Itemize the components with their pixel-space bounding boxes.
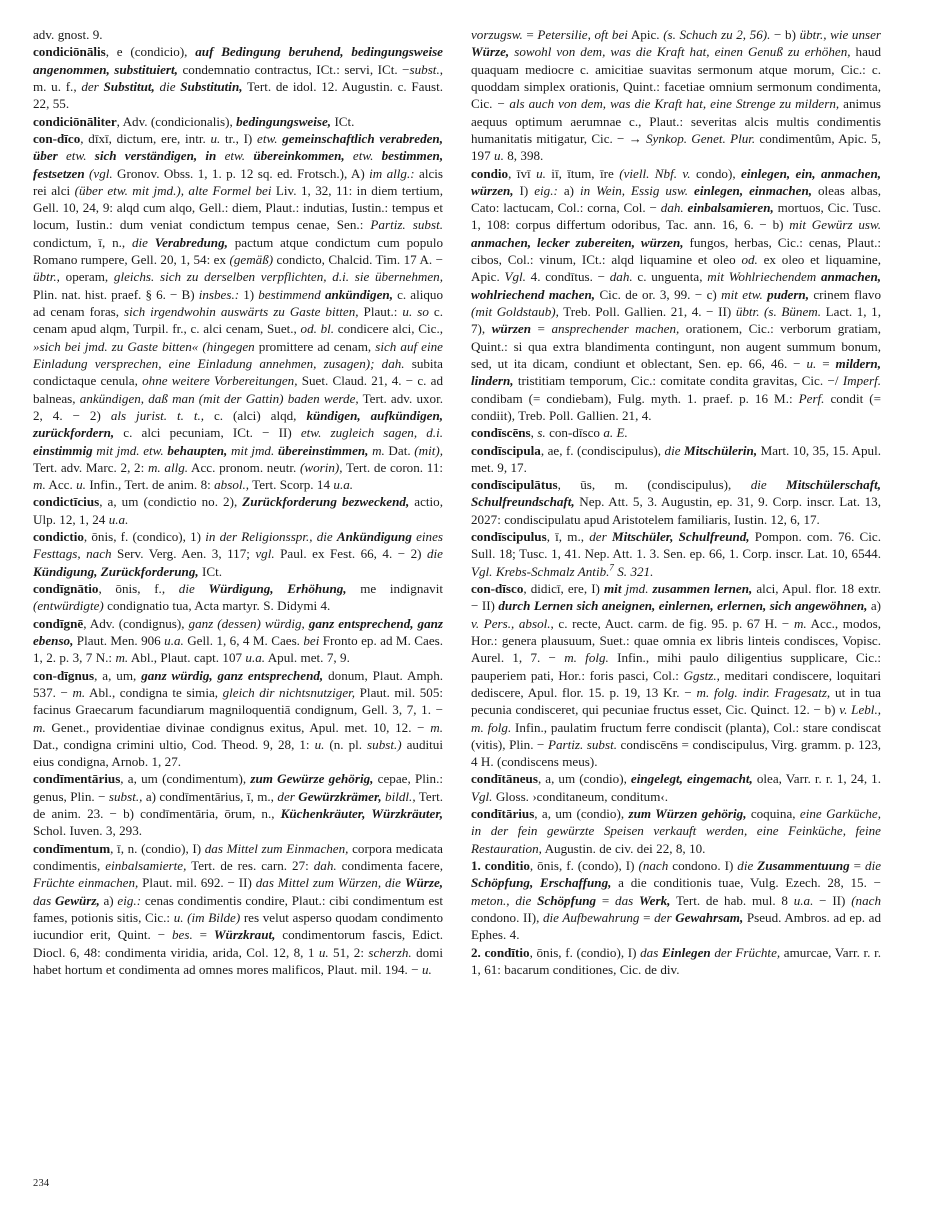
entry-condiscipula: condīscipula, ae, f. (condiscipulus), die Mitschülerin, Mart. 10, 35, 15. Apul. met. 9, 17. <box>471 442 881 475</box>
entry-con-dico: con-dīco, dīxī, dictum, ere, intr. u. tr., I) etw. gemeinschaftlich verabreden, über etw. sich verständigen, in etw. übereinkommen, etw. bestimmen, festsetzen (vgl. Gronov. Obss. 1, 1. p. 12 sq. ed. Frotsch.), A) im allg.: alcis rei alci (über etw. mit jmd.), alte Formel bei Liv. 1, 32, 11: in diem tertium, Gell. 10, 24, 9: alqd cum alqo, Gell.: diem, Plaut.: indutias, Iustin.: tempus et locum, Iustin.: dum veniat condictum tempus cenae, Sen.: Partiz. subst. condictum, ī, n., die Verabredung, pactum atque condictum cum populo Romano rumpere, Gell. 20, 1, 54: ex (gemäß) condicto, Chalcid. Tim. 17 A. − übtr., operam, gleichs. sich zu derselben verpflichten, d.i. sie übernehmen, Plin. nat. hist. praef. § 6. − B) insbes.: 1) bestimmend ankündigen, c. aliquo ad cenam foras, sich irgendwohin auswärts zu Gaste bitten, Plaut.: u. so c. cenam apud alqm, Turpil. fr., c. alci cenam, Suet., od. bl. condicere alci, Cic., »sich bei jmd. zu Gaste bitten« (hingegen promittere ad cenam, sich auf eine Einladung versprechen, eine Einladung annehmen, zusagen); dah. subita condictaque cenula, ohne weitere Vorbereitungen, Suet. Claud. 21, 4. − c. ad balneas, ankündigen, daß man (mit der Gattin) baden werde, Tert. adv. uxor. 2, 4. − 2) als jurist. t. t., c. (alci) alqd, kündigen, aufkündigen, zurückfordern, c. alci pecuniam, ICt. − II) etw. zugleich sagen, d.i. einstimmig mit jmd. etw. behaupten, mit jmd. übereinstimmen, m. Dat. (mit), Tert. adv. Marc. 2, 2: m. allg. Acc. pronom. neutr. (worin), Tert. de coron. 11: m. Acc. u. Infin., Tert. de anim. 8: absol., Tert. Scorp. 14 u.a. <box>33 130 444 493</box>
entry-condimentum: condīmentum, ī, n. (condio), I) das Mittel zum Einmachen, corpora medicata condimentis, einbalsamierte, Tert. de res. carn. 27: dah. condimenta facere, Früchte einmachen, Plaut. mil. 692. − II) das Mittel zum Würzen, die Würze, das Gewürz, a) eig.: cenas condimentis condire, Plaut.: cibi condimentum est fames, potionis sitis, Cic.: u. (im Bilde) res velut asperso quodam condimento iucundior erit, Quint. − bes. = Würzkraut, condimentorum fascis, Edict. Diocl. 6, 48: condimenta viridia, arida, Col. 12, 8, 1 u. 51, 2: scherzh. domi habet hortum et condimenta ad omnes mores malificos, Plaut. mil. 194. − u. <box>33 840 444 977</box>
entry-condio: condio, īvī u. iī, ītum, īre (viell. Nbf. v. condo), einlegen, ein, anmachen, würzen, I) eig.: a) in Wein, Essig usw. einlegen, einmachen, oleas albas, Cato: lactucam, Col.: corna, Col. − dah. einbalsamieren, mortuos, Cic. Tusc. 1, 108: corpus differtum odoribus, Tac. ann. 16, 6. − b) mit Gewürz usw. anmachen, lecker zubereiten, würzen, fungos, herbas, Cic.: cenas, Plaut.: cibos, Col.: vinum, ICt.: alqd liquamine et oleo od. ex oleo et liquamine, Apic. Vgl. 4. condītus. − dah. c. unguenta, mit Wohlriechendem anmachen, wohlriechend machen, Cic. de or. 3, 99. − c) mit etw. pudern, crinem flavo (mit Goldstaub), Treb. Poll. Gallien. 21, 4. − II) übtr. (s. Bünem. Lact. 1, 1, 7), würzen = ansprechender machen, orationem, Cic.: verborum gratiam, Quint.: si qua extra blandimenta contingunt, non augent summum bonum, sed, ut ita dicam, condiunt et oblectant, Sen. ep. 66, 46. − u. = mildern, lindern, tristitiam temporum, Cic.: comitate condita gravitas, Cic. −/ Imperf. condibam (= condiebam), Fulg. myth. 1. praef. p. 16 M.: Perf. condit (= condiit), Treb. Poll. Gallien. 21, 4. <box>471 165 882 423</box>
entry-condictio: condictio, ōnis, f. (condico), 1) in der Religionsspr., die Ankündigung eines Festtags, nach Serv. Verg. Aen. 3, 117; vgl. Paul. ex Fest. 66, 4. − 2) die Kündigung, Zurückforderung, ICt. <box>33 529 443 579</box>
entry-conditarius: condītārius, a, um (condio), zum Würzen gehörig, coquina, eine Garküche, in der fein gewürzte Speisen verkauft werden, eine Feinküche, feine Restauration, Augustin. de civ. dei 22, 8, 10. <box>471 806 881 856</box>
entry-condimentarius: condīmentārius, a, um (condimentum), zum Gewürze gehörig, cepae, Plin.: genus, Plin. − subst., a) condīmentārius, ī, m., der Gewürzkrämer, bildl., Tert. de anim. 23. − b) condīmentāria, ōrum, n., Küchenkräuter, Würzkräuter, Schol. Iuven. 3, 293. <box>33 771 443 839</box>
entry-conditaneus: condītāneus, a, um (condio), eingelegt, eingemacht, olea, Varr. r. r. 1, 24, 1. Vgl. Gloss. ›conditaneum, conditum‹. <box>471 771 881 804</box>
entry-condigne: condīgnē, Adv. (condignus), ganz (dessen) würdig, ganz entsprechend, ganz ebenso, Plaut. Men. 906 u.a. Gell. 1, 6, 4 M. Caes. bei Fronto ep. ad M. Caes. 1, 2. p. 3, 7 N.: m. Abl., Plaut. capt. 107 u.a. Apul. met. 7, 9. <box>33 615 443 666</box>
entry-condicionalis: condiciōnālis, e (condicio), auf Bedingung beruhend, bedingungsweise angenommen, substituiert, condemnatio contractus, ICt.: servi, ICt. −subst., m. u. f., der Substitut, die Substitutin, Tert. de idol. 12. Augustin. c. Faust. 22, 55. <box>33 44 444 112</box>
entry-continuation-condimentum: vorzugsw. = Petersilie, oft bei Apic. (s. Schuch zu 2, 56). − b) übtr., wie unser Würze, sowohl von dem, was die Kraft hat, einen Genuß zu erhöhen, haud quaquam mediocre c. amicitiae suavitas sermonum atque morum, Cic.: c. quoddam simplex orationis, Quint.: facetiae omnium sermonum condimenta, Cic. − als auch von dem, was die Kraft hat, eine Strenge zu mildern, animus aequus optimum aerumnae c., Plaut.: severitas alcis multis condimentis humanitatis mitigatur, Cic. − → Synkop. Genet. Plur. condimentûm, Apic. 5, 197 u. 8, 398. <box>471 27 882 164</box>
entry-con-dignus: con-dīgnus, a, um, ganz würdig, ganz entsprechend, donum, Plaut. Amph. 537. − m. Abl., condigna te simia, gleich dir nichtsnutziger, Plaut. mil. 505: facinus Graecarum facundiarum magniloquentiā condignum, Gell. 3, 7, 1. − m. Genet., providentiae divinae condignus exitus, Apul. met. 10, 12. − m. Dat., condigna crimini ultio, Cod. Theod. 9, 28, 1: u. (n. pl. subst.) auditui eius condigna, Arnob. 1, 27. <box>33 667 444 770</box>
entry-conditio-1: 1. conditio, ōnis, f. (condo), I) (nach condono. I) die Zusammentuung = die Schöpfung, Erschaffung, a die conditionis tuae, Vulg. Ezech. 28, 15. − meton., die Schöpfung = das Werk, Tert. de hab. mul. 8 u.a. − II) (nach condono. II), die Aufbewahrung = der Gewahrsam, Pseud. Ambros. ad ep. ad Ephes. 4. <box>471 858 882 943</box>
entry-condicionaliter: condiciōnāliter, Adv. (condicionalis), bedingungsweise, ICt. <box>33 113 355 129</box>
entry-condicticius: condictīcius, a, um (condictio no. 2), Zurückforderung bezweckend, actio, Ulp. 12, 1, 24 u.a. <box>33 494 443 527</box>
entry-conditio-2: 2. condītio, ōnis, f. (condio), I) das Einlegen der Früchte, amurcae, Varr. r. r. 1, 61: bacarum conditiones, Cic. de div. <box>471 944 881 977</box>
entry-condiscipulatus: condīscipulātus, ūs, m. (condiscipulus), die Mitschülerschaft, Schulfreundschaft, Nep. Att. 5, 3. Augustin, ep. 31, 9. Corp. inscr. Lat. 13, 2027: condiscipulatu apud Aristotelem familiaris, Iustin. 12, 6, 17. <box>471 477 881 527</box>
two-column-text-body <box>33 26 902 1146</box>
entry-condiscens: condīscēns, s. con-dīsco a. E. <box>471 425 628 441</box>
page-number: 234 <box>33 1178 50 1189</box>
entry-condignatio: condīgnātio, ōnis, f., die Würdigung, Erhöhung, me indignavit (entwürdigte) condignatio tua, Acta martyr. S. Didymi 4. <box>33 581 444 614</box>
right-column <box>471 26 881 1146</box>
left-column <box>33 26 443 1146</box>
entry-con-disco: con-dīsco, didicī, ere, I) mit jmd. zusammen lernen, alci, Apul. flor. 18 extr. − II) durch Lernen sich aneignen, einlernen, erlernen, sich angewöhnen, a) v. Pers., absol., c. recte, Auct. carm. de fig. 95. p. 67 H. − m. Acc., modos, Hor.: genera plausuum, Suet.: quae omnia ex libris linteis condisces, Vopisc. Aurel. 1, 7. − m. folg. Infin., mihi paulo diligentius supplicare, Cic.: pauperiem pati, Hor.: foris pasci, Col.: Ggstz., meditari condiscere, loquitari dediscere, Apul. flor. 15. p. 19, 13 Kr. − m. folg. indir. Fragesatz, ut in tua pecunia condisceret, qui pecuniae fructus esset, Cic. Quinct. 12. − b) v. Lebl., m. folg. Infin., paulatim fructum ferre condiscit (planta), Col.: stare condiscat (vitis), Plin. − Partiz. subst. condiscēns = condiscipulus, Virg. gramm. p. 123, 4 H. (condiscens meus). <box>471 581 882 770</box>
entry-continuation-adv-gnost: adv. gnost. 9. <box>33 27 103 42</box>
entry-condiscipulus: condīscipulus, ī, m., der Mitschüler, Schulfreund, Pompon. com. 76. Cic. Sull. 18; Tusc. 1, 41. Nep. Att. 1. 3. Sen. ep. 66, 1. Corp. inscr. Lat. 10, 6544. Vgl. Krebs-Schmalz Antib.$^7$ S. 321. <box>471 529 882 579</box>
